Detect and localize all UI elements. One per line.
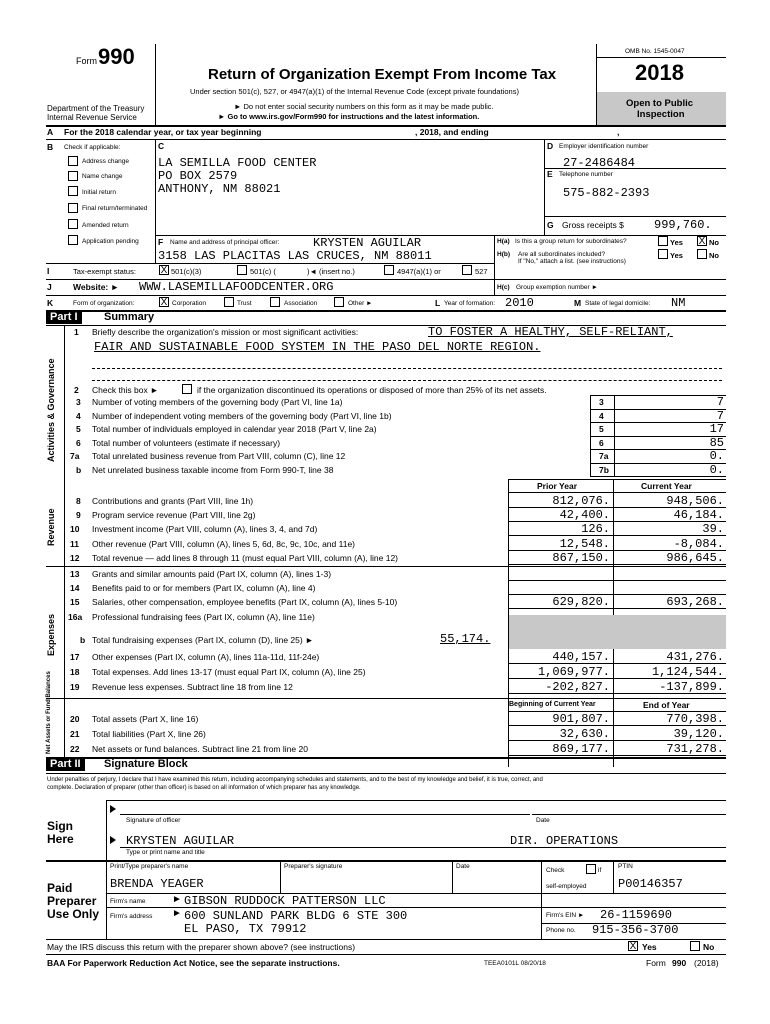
association-label: Association: [284, 300, 318, 307]
officer-name: KRYSTEN AGUILAR: [313, 236, 422, 250]
line16b-number: b: [80, 635, 86, 645]
side-label-expenses: Expenses: [46, 613, 56, 656]
mission-line-1: TO FOSTER A HEALTHY, SELF-RELIANT,: [428, 325, 673, 339]
4947-label: 4947(a)(1) or: [397, 267, 441, 276]
firm-name: GIBSON RUDDOCK PATTERSON LLC: [184, 894, 386, 908]
paid-label-3: Use Only: [47, 907, 100, 921]
firm-address-2: EL PASO, TX 79912: [184, 922, 307, 936]
side-label-activities: Activities & Governance: [46, 358, 56, 462]
preparer-name-label: Print/Type preparer's name: [110, 863, 189, 870]
line16b-text: Total fundraising expenses (Part IX, column (D), line 25) ►: [92, 635, 314, 645]
org-address-1: PO BOX 2579: [158, 169, 238, 183]
discuss-yes-checkbox[interactable]: X: [629, 941, 637, 952]
gov-line-text: Net unrelated business taxable income from Form 990-T, line 38: [92, 465, 334, 475]
501c-label: 501(c) (: [250, 267, 276, 276]
gov-line-box: 5: [599, 424, 604, 434]
part2-label: Part II: [46, 758, 85, 771]
gov-line-value: 7: [716, 395, 724, 409]
box-b-label: Check if applicable:: [64, 144, 121, 151]
revenue-current-value: 986,645.: [666, 551, 724, 565]
ha-text: Is this a group return for subordinates?: [515, 238, 627, 245]
final-return-checkbox[interactable]: [68, 203, 78, 213]
corporation-checkbox[interactable]: X: [160, 297, 168, 308]
gov-line-value: 0.: [709, 463, 724, 477]
type-name-label: Type or print name and title: [126, 849, 205, 856]
line1-text: Briefly describe the organization's mission or most significant activities:: [92, 327, 359, 337]
col-current-year: Current Year: [641, 481, 692, 491]
expense-line-text: Total expenses. Add lines 13-17 (must equal Part IX, column (A), line 25): [92, 667, 366, 677]
gov-line-value: 7: [716, 409, 724, 423]
expense-line-number: 17: [70, 652, 80, 662]
revenue-current-value: 39.: [702, 522, 724, 536]
officer-printed-title: DIR. OPERATIONS: [510, 834, 619, 848]
revenue-current-value: 948,506.: [666, 494, 724, 508]
gov-line-text: Total number of volunteers (estimate if necessary): [92, 438, 281, 448]
insert-no-label: )◄ (insert no.): [307, 267, 355, 276]
expense-line-number: 13: [70, 569, 80, 579]
expense-line-number: 19: [70, 682, 80, 692]
net-asset-line-number: 20: [70, 714, 80, 724]
form-number: 990: [98, 44, 135, 69]
initial-return-checkbox[interactable]: [68, 186, 78, 196]
net-asset-prior-value: 869,177.: [552, 742, 610, 756]
line2-text: Check this box ►: [92, 385, 159, 395]
form-title: Return of Organization Exempt From Income Tax: [208, 66, 557, 83]
officer-signature-label: Signature of officer: [126, 817, 181, 824]
gov-line-number: 4: [76, 411, 81, 421]
self-employed-checkbox[interactable]: [586, 864, 596, 874]
phone-value: 575-882-2393: [563, 186, 650, 200]
net-asset-line-text: Net assets or fund balances. Subtract line 21 from line 20: [92, 744, 308, 754]
hb-text: Are all subordinates included?: [518, 251, 606, 258]
formation-year: 2010: [505, 296, 534, 310]
trust-label: Trust: [237, 300, 252, 307]
part2-title: Signature Block: [104, 758, 188, 770]
preparer-date-label: Date: [456, 863, 470, 870]
ha-no-checkbox[interactable]: X: [698, 236, 706, 247]
col-beginning-year: Beginning of Current Year: [509, 701, 596, 708]
expense-prior-value: 629,820.: [552, 595, 610, 609]
discuss-no-checkbox[interactable]: [690, 941, 700, 951]
revenue-line-text: Contributions and grants (Part VIII, line 1h): [92, 496, 254, 506]
gov-line-box: 6: [599, 438, 604, 448]
501c3-checkbox[interactable]: X: [160, 265, 168, 276]
ptin-label: PTIN: [618, 863, 633, 870]
line-a-mid: , 2018, and ending: [415, 127, 489, 137]
gov-line-text: Number of voting members of the governing body (Part VI, line 1a): [92, 397, 343, 407]
gov-line-value: 17: [709, 422, 724, 436]
final-return-label: Final return/terminated: [82, 205, 148, 212]
sign-label-1: Sign: [47, 819, 73, 833]
mission-line-2: FAIR AND SUSTAINABLE FOOD SYSTEM IN THE PASO DEL NORTE REGION.: [94, 340, 541, 354]
expense-line-text: Salaries, other compensation, employee benefits (Part IX, column (A), lines 5-10): [92, 597, 398, 607]
firm-name-label: Firm's name: [110, 898, 146, 905]
paid-label-1: Paid: [47, 881, 73, 895]
expense-current-value: 431,276.: [666, 650, 724, 664]
footer-form-year: (2018): [694, 958, 719, 968]
preparer-phone: 915-356-3700: [592, 923, 679, 937]
hc-text: Group exemption number ►: [516, 284, 598, 291]
revenue-line-number: 8: [76, 496, 81, 506]
net-asset-line-text: Total liabilities (Part X, line 26): [92, 729, 206, 739]
gov-line-box: 7a: [599, 451, 609, 461]
revenue-line-number: 12: [70, 553, 80, 563]
gov-line-value: 0.: [709, 449, 724, 463]
tax-year: 2018: [635, 60, 684, 85]
domicile-value: NM: [671, 296, 686, 310]
initial-return-label: Initial return: [82, 189, 116, 196]
association-checkbox[interactable]: [270, 297, 280, 307]
gov-line-text: Total unrelated business revenue from Part VIII, column (C), line 12: [92, 451, 346, 461]
amended-return-checkbox[interactable]: [68, 219, 78, 229]
website-label: Website: ►: [73, 282, 120, 292]
revenue-line-number: 9: [76, 510, 81, 520]
open-public-line-2: Inspection: [637, 109, 685, 120]
gov-line-box: 7b: [599, 465, 609, 475]
ssn-notice: ► Do not enter social security numbers on this form as it may be made public.: [234, 102, 494, 111]
discontinued-checkbox[interactable]: [182, 384, 192, 394]
hb-no-checkbox[interactable]: [697, 249, 707, 259]
ein-label: Employer identification number: [559, 143, 649, 150]
revenue-current-value: 46,184.: [673, 508, 724, 522]
revenue-prior-value: 812,076.: [552, 494, 610, 508]
firm-ein: 26-1159690: [600, 908, 673, 922]
line2-text-b: if the organization discontinued its operations or disposed of more than 25% of its net assets.: [197, 385, 547, 395]
527-label: 527: [475, 267, 488, 276]
corporation-label: Corporation: [172, 300, 206, 307]
officer-date-label: Date: [536, 817, 550, 824]
501c-checkbox[interactable]: [237, 265, 247, 275]
check-label: Check: [546, 867, 565, 874]
other-checkbox[interactable]: [334, 297, 344, 307]
phone-no-label: Phone no.: [546, 927, 576, 934]
trust-checkbox[interactable]: [224, 297, 234, 307]
self-employed-label: self-employed: [546, 883, 587, 890]
baa-notice: BAA For Paperwork Reduction Act Notice, see the separate instructions.: [47, 958, 340, 968]
preparer-ptin: P00146357: [618, 877, 683, 891]
discuss-yes-label: Yes: [642, 942, 657, 952]
firm-address-arrow-icon: ►: [172, 908, 182, 919]
instructions-notice: ► Go to www.irs.gov/Form990 for instructions and the latest information.: [218, 112, 480, 121]
col-prior-year: Prior Year: [537, 481, 578, 491]
expense-line-text: Other expenses (Part IX, column (A), lines 11a-11d, 11f-24e): [92, 652, 320, 662]
address-change-checkbox[interactable]: [68, 156, 78, 166]
ha-yes-checkbox[interactable]: [658, 236, 668, 246]
line-a-text: For the 2018 calendar year, or tax year beginning: [64, 127, 262, 137]
if-label: if: [598, 867, 602, 874]
revenue-prior-value: 126.: [581, 522, 610, 536]
gov-line-number: 5: [76, 424, 81, 434]
hb-note: If "No," attach a list. (see instructions): [518, 258, 626, 265]
preparer-sig-label: Preparer's signature: [284, 863, 343, 870]
gross-receipts-value: 999,760.: [654, 218, 712, 232]
line16b-value: 55,174.: [440, 632, 491, 646]
omb-number: OMB No. 1545-0047: [625, 48, 685, 55]
net-asset-current-value: 770,398.: [666, 712, 724, 726]
gov-line-number: 7a: [70, 451, 80, 461]
expense-line-number: 15: [70, 597, 80, 607]
discuss-question: May the IRS discuss this return with the preparer shown above? (see instructions): [47, 942, 356, 952]
gov-line-number: b: [76, 465, 82, 475]
ein-value: 27-2486484: [563, 156, 636, 170]
expense-prior-value: 1,069,977.: [537, 665, 610, 679]
dept-line-1: Department of the Treasury: [47, 104, 145, 113]
gov-line-text: Total number of individuals employed in calendar year 2018 (Part V, line 2a): [92, 424, 377, 434]
revenue-line-number: 11: [70, 539, 79, 549]
revenue-line-text: Investment income (Part VIII, column (A), lines 3, 4, and 7d): [92, 524, 318, 534]
firm-address-label: Firm's address: [110, 913, 153, 920]
side-label-net-assets: Net Assets or Fund Balances: [46, 671, 52, 754]
expense-line-number: 16a: [68, 612, 83, 622]
penalty-text-2: complete. Declaration of preparer (other than officer) is based on all information of which preparer has any knowledge.: [47, 785, 361, 791]
open-public-line-1: Open to Public: [626, 98, 694, 109]
org-address-2: ANTHONY, NM 88021: [158, 182, 281, 196]
expense-prior-value: 440,157.: [552, 650, 610, 664]
net-asset-line-number: 21: [70, 729, 80, 739]
gov-line-box: 3: [599, 397, 604, 407]
expense-line-text: Benefits paid to or for members (Part IX, column (A), line 4): [92, 583, 316, 593]
net-asset-line-text: Total assets (Part X, line 16): [92, 714, 199, 724]
revenue-prior-value: 867,150.: [552, 551, 610, 565]
form-subtitle: Under section 501(c), 527, or 4947(a)(1) of the Internal Revenue Code (except private foundations): [190, 87, 519, 96]
formation-label: Year of formation:: [444, 300, 496, 307]
gov-line-text: Number of independent voting members of the governing body (Part VI, line 1b): [92, 411, 392, 421]
firm-name-arrow-icon: ►: [172, 894, 182, 905]
expense-current-value: 1,124,544.: [651, 665, 724, 679]
net-asset-prior-value: 901,807.: [552, 712, 610, 726]
gov-line-number: 6: [76, 438, 81, 448]
expense-current-value: 693,268.: [666, 595, 724, 609]
gov-line-value: 85: [709, 436, 724, 450]
4947-checkbox[interactable]: [384, 265, 394, 275]
line-a-end: ,: [617, 127, 620, 137]
expense-current-value: -137,899.: [659, 680, 724, 694]
net-asset-prior-value: 32,630.: [559, 727, 610, 741]
expense-line-text: Grants and similar amounts paid (Part IX, column (A), lines 1-3): [92, 569, 332, 579]
discuss-no-label: No: [703, 942, 715, 952]
revenue-prior-value: 12,548.: [559, 537, 610, 551]
part1-title: Summary: [104, 311, 155, 323]
expense-line-number: 18: [70, 667, 80, 677]
org-form-label: Form of organization:: [73, 300, 135, 307]
other-label: Other ►: [348, 300, 373, 307]
footer-form-label: Form: [646, 958, 666, 968]
name-change-checkbox[interactable]: [68, 171, 78, 181]
sign-label-2: Here: [47, 832, 74, 846]
gov-line-box: 4: [599, 411, 604, 421]
hb-yes-checkbox[interactable]: [658, 249, 668, 259]
officer-printed-name: KRYSTEN AGUILAR: [126, 834, 235, 848]
firm-address-1: 600 SUNLAND PARK BLDG 6 STE 300: [184, 909, 408, 923]
name-arrow-icon: [110, 835, 116, 844]
application-pending-label: Application pending: [82, 238, 139, 245]
amended-return-label: Amended return: [82, 222, 129, 229]
officer-label: Name and address of principal officer:: [170, 239, 280, 246]
part1-label: Part I: [46, 311, 82, 324]
net-asset-current-value: 731,278.: [666, 742, 724, 756]
form-code: TEEA0101L 08/20/18: [484, 960, 546, 967]
527-checkbox[interactable]: [462, 265, 472, 275]
paid-label-2: Preparer: [47, 894, 97, 908]
org-name: LA SEMILLA FOOD CENTER: [158, 156, 317, 170]
website-value[interactable]: WWW.LASEMILLAFOODCENTER.ORG: [139, 280, 334, 294]
preparer-name: BRENDA YEAGER: [110, 877, 204, 891]
penalty-text-1: Under penalties of perjury, I declare that I have examined this return, including accompanying schedules and statements, and to the best of my knowledge and belief, it is true, correct, and: [47, 777, 543, 783]
sign-arrow-icon: [110, 804, 116, 813]
form-word: Form: [76, 56, 97, 66]
revenue-current-value: -8,084.: [673, 537, 724, 551]
officer-address: 3158 LAS PLACITAS LAS CRUCES, NM 88011: [158, 249, 432, 263]
tax-exempt-label: Tax-exempt status:: [73, 267, 136, 276]
firm-ein-label: Firm's EIN ►: [546, 912, 585, 919]
expense-line-text: Revenue less expenses. Subtract line 18 from line 12: [92, 682, 293, 692]
net-asset-current-value: 39,120.: [673, 727, 724, 741]
501c3-label: 501(c)(3): [171, 267, 202, 276]
dept-line-2: Internal Revenue Service: [47, 113, 137, 122]
name-change-label: Name change: [82, 173, 123, 180]
revenue-line-text: Total revenue — add lines 8 through 11 (must equal Part VIII, column (A), line 12): [92, 553, 398, 563]
expense-line-number: 14: [70, 583, 80, 593]
expense-line-text: Professional fundraising fees (Part IX, column (A), line 11e): [92, 612, 315, 622]
col-end-year: End of Year: [643, 700, 690, 710]
revenue-prior-value: 42,400.: [559, 508, 610, 522]
side-label-revenue: Revenue: [46, 508, 56, 546]
address-change-label: Address change: [82, 158, 129, 165]
domicile-label: State of legal domicile:: [585, 300, 651, 307]
gross-receipts-label: Gross receipts $: [562, 220, 624, 230]
revenue-line-number: 10: [70, 524, 80, 534]
expense-prior-value: -202,827.: [545, 680, 610, 694]
revenue-line-text: Other revenue (Part VIII, column (A), lines 5, 6d, 8c, 9c, 10c, and 11e): [92, 539, 355, 549]
footer-form-number: 990: [672, 958, 687, 968]
application-pending-checkbox[interactable]: [68, 235, 78, 245]
net-asset-line-number: 22: [70, 744, 80, 754]
revenue-line-text: Program service revenue (Part VIII, line 2g): [92, 510, 256, 520]
gov-line-number: 3: [76, 397, 81, 407]
phone-label: Telephone number: [559, 171, 613, 178]
